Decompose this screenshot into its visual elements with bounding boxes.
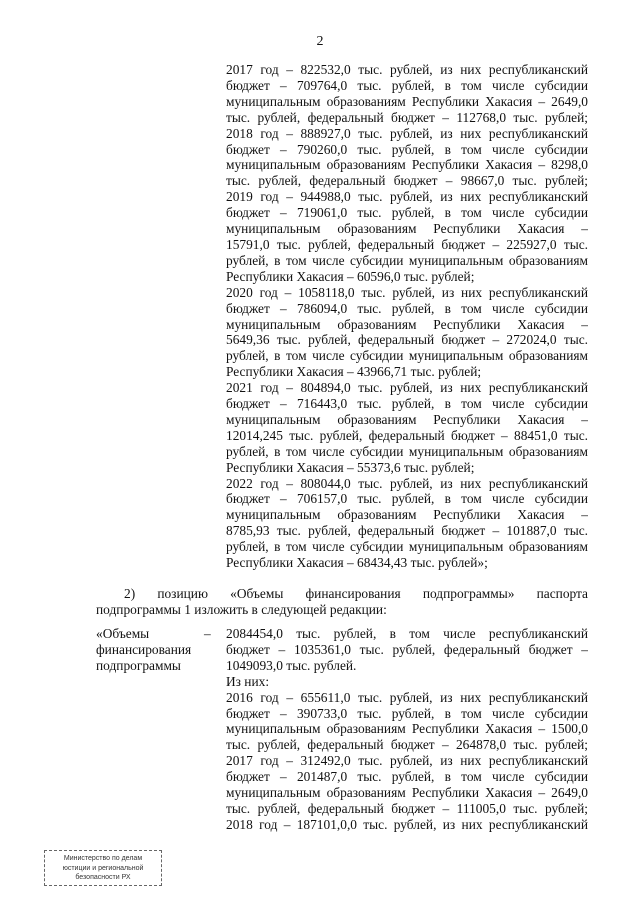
- label-dash: –: [204, 626, 211, 641]
- text-line: муниципальным образованиям Республики Хакасия – 1500,0: [226, 721, 588, 737]
- text-line: муниципальным образованиям Республики Хакасия –: [226, 221, 588, 237]
- text-line: Республики Хакасия – 43966,71 тыс. рублей;: [226, 364, 482, 380]
- text-line: 2018 год – 187101,0,0 тыс. рублей, из них республиканский: [226, 816, 588, 832]
- text-line: бюджет – 786094,0 тыс. рублей, в том числе субсидии: [226, 300, 588, 316]
- text-line: бюджет – 390733,0 тыс. рублей, в том числе субсидии: [226, 705, 588, 721]
- text-line: 2020 год – 1058118,0 тыс. рублей, из них республиканский: [226, 284, 588, 300]
- text-line: 2022 год – 808044,0 тыс. рублей, из них республиканский: [226, 475, 588, 491]
- text-line: муниципальным образованиям Республики Хакасия – 8298,0: [226, 157, 588, 173]
- text-line: бюджет – 201487,0 тыс. рублей, в том числе субсидии: [226, 769, 588, 785]
- stamp-line: Министерство по делам: [63, 855, 143, 862]
- text-line: 2019 год – 944988,0 тыс. рублей, из них республиканский: [226, 189, 588, 205]
- text-line: 1049093,0 тыс. рублей.: [226, 657, 357, 673]
- text-line: 2021 год – 804894,0 тыс. рублей, из них республиканский: [226, 380, 588, 396]
- text-line: рублей, в том числе субсидии муниципальным образованиям: [226, 252, 588, 268]
- stamp-line: безопасности РХ: [75, 874, 131, 881]
- text-line: бюджет – 719061,0 тыс. рублей, в том числе субсидии: [226, 205, 588, 221]
- text-line: тыс. рублей, федеральный бюджет – 111005,0 тыс. рублей;: [226, 800, 588, 816]
- text-line: Республики Хакасия – 60596,0 тыс. рублей;: [226, 268, 475, 284]
- text-line: бюджет – 790260,0 тыс. рублей, в том числе субсидии: [226, 141, 588, 157]
- text-line: бюджет – 709764,0 тыс. рублей, в том числе субсидии: [226, 77, 588, 93]
- label-line: «Объемы: [96, 626, 150, 641]
- text-line: бюджет – 1035361,0 тыс. рублей, федеральный бюджет –: [226, 641, 588, 657]
- text-line: рублей, в том числе субсидии муниципальным образованиям: [226, 348, 588, 364]
- text-line: 5649,36 тыс. рублей, федеральный бюджет – 272024,0 тыс.: [226, 332, 588, 348]
- text-line: муниципальным образованиям Республики Хакасия – 2649,0: [226, 785, 588, 801]
- financing-block-continuation: [226, 62, 588, 571]
- text-line: 8785,93 тыс. рублей, федеральный бюджет – 101887,0 тыс.: [226, 523, 588, 539]
- text-line: тыс. рублей, федеральный бюджет – 112768,0 тыс. рублей;: [226, 109, 588, 125]
- text-line: тыс. рублей, федеральный бюджет – 264878,0 тыс. рублей;: [226, 737, 588, 753]
- text-line: бюджет – 716443,0 тыс. рублей, в том числе субсидии: [226, 396, 588, 412]
- text-line: 15791,0 тыс. рублей, федеральный бюджет – 225927,0 тыс.: [226, 236, 588, 252]
- text-line: 2017 год – 312492,0 тыс. рублей, из них республиканский: [226, 753, 588, 769]
- text-line: рублей, в том числе субсидии муниципальным образованиям: [226, 539, 588, 555]
- text-line: Республики Хакасия – 68434,43 тыс. рублей»;: [226, 555, 488, 571]
- ministry-stamp: [44, 850, 162, 886]
- page-number: 2: [316, 34, 324, 49]
- text-line: муниципальным образованиям Республики Хакасия –: [226, 507, 588, 523]
- text-line: Из них:: [226, 673, 270, 689]
- text-line: муниципальным образованиям Республики Хакасия – 2649,0: [226, 93, 588, 109]
- text-line: 2084454,0 тыс. рублей, в том числе республиканский: [226, 626, 588, 641]
- text-line: 12014,245 тыс. рублей, федеральный бюджет – 88451,0 тыс.: [226, 427, 588, 443]
- text-line: 2017 год – 822532,0 тыс. рублей, из них республиканский: [226, 62, 588, 77]
- financing-block-new: [226, 626, 588, 833]
- item-2-paragraph: [96, 586, 588, 618]
- text-line: бюджет – 706157,0 тыс. рублей, в том числе субсидии: [226, 491, 588, 507]
- text-line: рублей, в том числе субсидии муниципальным образованиям: [226, 443, 588, 459]
- text-line: тыс. рублей, федеральный бюджет – 98667,0 тыс. рублей;: [226, 173, 588, 189]
- label-line: финансирования: [96, 641, 191, 657]
- text-line: муниципальным образованиям Республики Хакасия –: [226, 411, 588, 427]
- financing-label: [96, 626, 191, 674]
- text-line: муниципальным образованиям Республики Хакасия –: [226, 316, 588, 332]
- text-line: 2018 год – 888927,0 тыс. рублей, из них республиканский: [226, 125, 588, 141]
- text-line: 2016 год – 655611,0 тыс. рублей, из них республиканский: [226, 689, 588, 705]
- text-line: 2) позицию «Объемы финансирования подпрограммы» паспорта: [124, 586, 588, 601]
- stamp-line: юстиции и региональной: [62, 864, 144, 872]
- text-line: Республики Хакасия – 55373,6 тыс. рублей;: [226, 459, 475, 475]
- label-line: подпрограммы: [96, 657, 181, 673]
- text-line: подпрограммы 1 изложить в следующей редакции:: [96, 601, 387, 617]
